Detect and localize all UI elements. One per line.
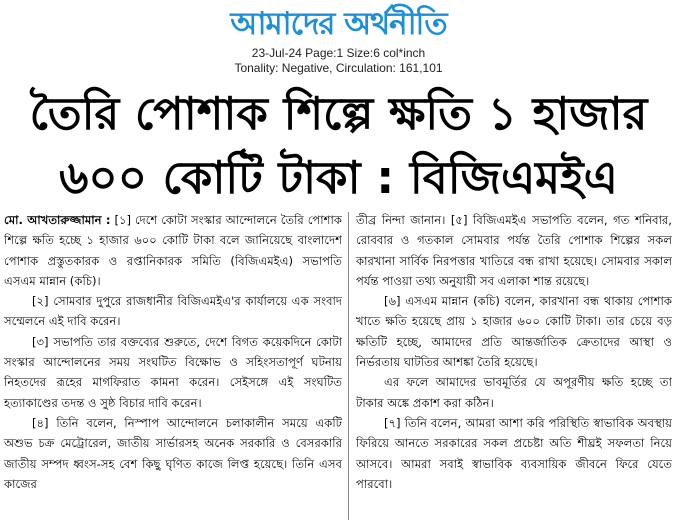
headline-line-1: তৈরি পোশাক শিল্পে ক্ষতি ১ হাজার [29, 87, 648, 140]
article-column-right [356, 210, 672, 494]
clip-meta-date-size: 23-Jul-24 Page:1 Size:6 col*inch [251, 46, 426, 60]
paragraph-text: [১] দেশে কোটা সংস্কার আন্দোলনে তৈরি পোশাক শিল্পে ক্ষতি হচ্ছে ১ হাজার ৬০০ কোটি টাকা বলে জানিয়েছে বাংলাদেশ পোশাক প্রস্তুতকারক ও রপ্তানিকারক সমিতি (বিজিএমইএ) সভাপতি এসএম মান্নান (কচি)। [4, 213, 342, 288]
article-paragraph: তীব্র নিন্দা জানান। [৫] বিজিএমইএ সভাপতি বলেন, গত শনিবার, রোববার ও গতকাল সোমবার পর্যন্ত তৈরি পোশাক শিল্পের সকল কারখানা সার্বিক নিরপত্তার খাতিরে বন্ধ রাখা হয়েছে। সোমবার সকাল পর্যন্ত পাওয়া তথ্য অনুযায়ী সব এলাকা শান্ত রয়েছে। [356, 213, 672, 288]
column-divider [348, 212, 349, 520]
article-paragraph [4, 210, 342, 291]
article-column-left [4, 210, 342, 494]
article-paragraph: এর ফলে আমাদের ভাবমূর্তির যে অপূরণীয় ক্ষতি হচ্ছে তা টাকার অঙ্কে প্রকাশ করা কঠিন। [356, 375, 672, 410]
byline: মো. আখতারুজ্জামান : [4, 213, 111, 227]
article-paragraph: [৩] সভাপতি তার বক্তব্যের শুরুতে, দেশে বিগত কয়েকদিনে কোটা সংস্কার আন্দোলনের সময় সংঘটিত বিক্ষোভ ও সহিংসতাপূর্ণ ঘটনায় নিহতদের রূহের মাগফিরাত কামনা করেন। সেইসঙ্গে এই সংঘটিত হত্যাকাণ্ডের তদন্ত ও সুষ্ঠ বিচার দাবি করেন। [4, 334, 342, 410]
article-paragraph: [৪] তিনি বলেন, নিস্পাপ আন্দোলনে চলাকালীন সময়ে একটি অশুভ চক্র মেট্রোরেল, জাতীয় সার্ভারসহ অনেক সরকারি ও বেসরকারি জাতীয় সম্পদ ধ্বংস-সহ বেশ কিছু ঘৃণিত কাজে লিপ্ত হয়েছে। তিনি এসব কাজের [4, 415, 342, 491]
headline-line-2: ৬০০ কোটি টাকা : বিজিএমইএ [59, 151, 618, 204]
article-paragraph: [২] সোমবার দুপুরে রাজধানীর বিজিএমইএ'র কার্যালয়ে এক সংবাদ সম্মেলনে এই দাবি করেন। [4, 294, 342, 329]
article-paragraph: [৭] তিনি বলেন, আমরা আশা করি পরিস্থিতি স্বাভাবিক অবস্থায় ফিরিয়ে আনতে সরকারের সকল প্রচেষ্টা অতি শীঘ্রই সফলতা নিয়ে আসবে। আমরা সবাই স্বাভাবিক ব্যবসায়িক জীবনে ফিরে যেতে পারবো। [356, 415, 672, 491]
article-paragraph: [৬] এসএম মান্নান (কচি) বলেন, কারখানা বন্ধ থাকায় পোশাক খাতে ক্ষতি হয়েছে প্রায় ১ হাজার ৬০০ কোটি টাকা। তার চেয়ে বড় ক্ষতিটি হচ্ছে, আমাদের প্রতি আন্তর্জাতিক ক্রেতাদের আস্থা ও নির্ভরতায় ঘাটতির আশঙ্কা তৈরি হয়েছে। [356, 294, 672, 370]
newspaper-masthead: আমাদের অর্থনীতি [230, 6, 447, 42]
clip-meta-tonality: Tonality: Negative, Circulation: 161,101 [234, 61, 443, 75]
